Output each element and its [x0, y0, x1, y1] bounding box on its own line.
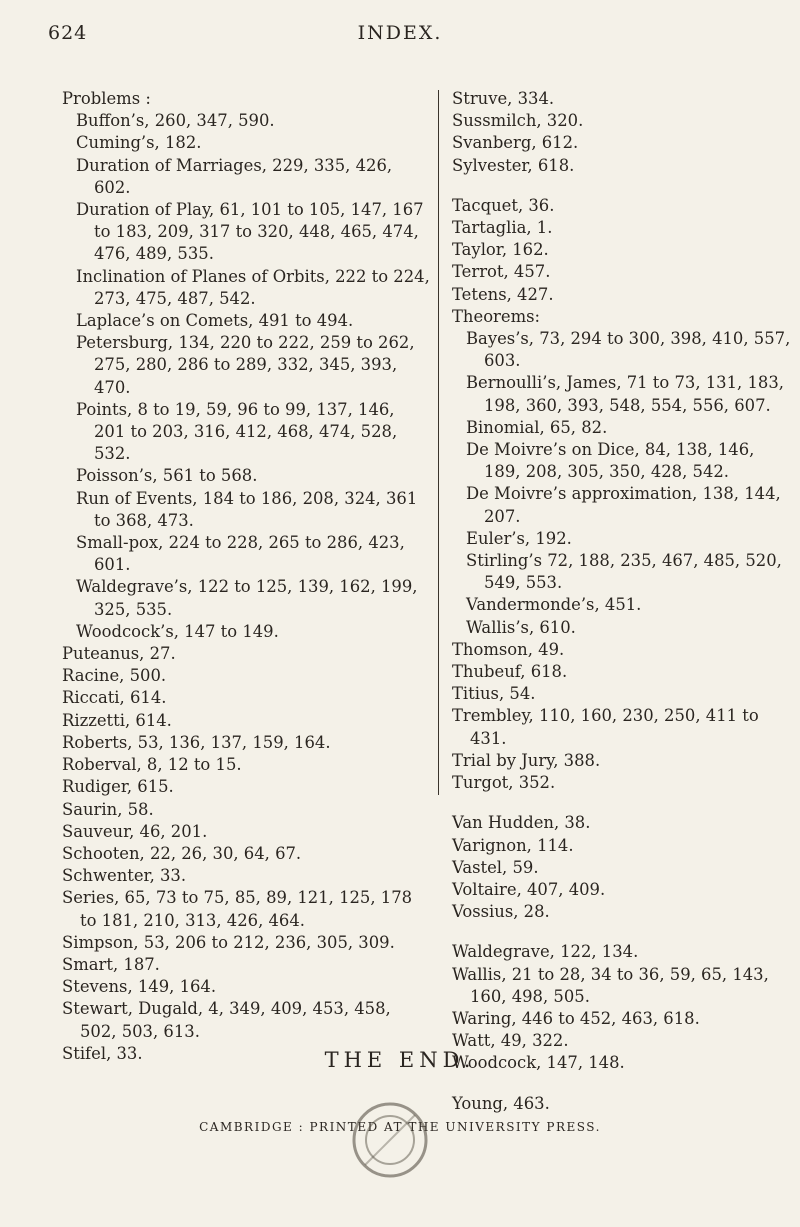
index-entry: Rudiger, 615.: [62, 777, 174, 797]
index-subentry: Poisson’s, 561 to 568.: [76, 466, 258, 486]
index-entry: Thomson, 49.: [452, 639, 565, 659]
index-entry: Svanberg, 612.: [452, 133, 579, 153]
column-divider: [438, 90, 439, 795]
section-gap: [452, 1075, 792, 1093]
index-subentry: Run of Events, 184 to 186, 208, 324, 361 to 368, 473.: [76, 488, 418, 530]
index-column-right: [452, 88, 792, 1115]
index-subentry: Stirling’s 72, 188, 235, 467, 485, 520, 549, 553.: [466, 551, 782, 593]
index-entry: Young, 463.: [452, 1093, 550, 1113]
index-entry: Varignon, 114.: [452, 835, 574, 855]
index-entry: Saurin, 58.: [62, 799, 154, 819]
index-entry: Titius, 54.: [452, 684, 536, 704]
index-entry: Stevens, 149, 164.: [62, 977, 217, 997]
index-subentry: Points, 8 to 19, 59, 96 to 99, 137, 146, 201 to 203, 316, 412, 468, 474, 528, 532.: [76, 399, 398, 464]
index-entry: Vossius, 28.: [452, 902, 550, 922]
index-entry: Terrot, 457.: [452, 262, 551, 282]
index-entry: Vastel, 59.: [452, 857, 539, 877]
index-subentry: Waldegrave’s, 122 to 125, 139, 162, 199, 325, 535.: [76, 577, 418, 619]
index-subentry: Bayes’s, 73, 294 to 300, 398, 410, 557, 603.: [466, 329, 791, 371]
index-entry: Thubeuf, 618.: [452, 662, 568, 682]
index-subentry: Binomial, 65, 82.: [466, 417, 608, 437]
index-entry: Stifel, 33.: [62, 1043, 143, 1063]
index-entry: Stewart, Dugald, 4, 349, 409, 453, 458, 502, 503, 613.: [62, 999, 391, 1041]
index-subentry: Woodcock’s, 147 to 149.: [76, 621, 279, 641]
index-entry: Riccati, 614.: [62, 688, 167, 708]
index-entry: Van Hudden, 38.: [452, 813, 591, 833]
index-entry: Sussmilch, 320.: [452, 111, 584, 131]
index-column-left: [62, 88, 430, 1065]
the-end: THE END.: [324, 1048, 476, 1072]
index-entry: Trembley, 110, 160, 230, 250, 411 to 431.: [452, 706, 759, 748]
index-subentry: Bernoulli’s, James, 71 to 73, 131, 183, 198, 360, 393, 548, 554, 556, 607.: [466, 373, 784, 415]
index-entry: Rizzetti, 614.: [62, 710, 172, 730]
index-entry: Sylvester, 618.: [452, 155, 575, 175]
index-entry: Theorems:: [452, 306, 541, 326]
running-head: INDEX.: [357, 22, 443, 44]
index-subentry: Petersburg, 134, 220 to 222, 259 to 262, 275, 280, 286 to 289, 332, 345, 393, 470.: [76, 333, 415, 397]
index-entry: Waldegrave, 122, 134.: [452, 942, 639, 962]
index-entry: Series, 65, 73 to 75, 85, 89, 121, 125, 178 to 181, 210, 313, 426, 464.: [62, 888, 413, 930]
index-entry: Trial by Jury, 388.: [452, 750, 601, 770]
index-subentry: Buffon’s, 260, 347, 590.: [76, 111, 275, 131]
index-entry: Schwenter, 33.: [62, 866, 187, 886]
index-entry: Tacquet, 36.: [452, 195, 555, 215]
section-gap: [452, 923, 792, 941]
index-entry: Sauveur, 46, 201.: [62, 821, 208, 841]
index-subentry: Wallis’s, 610.: [466, 617, 576, 637]
index-subentry: Euler’s, 192.: [466, 528, 572, 548]
page-number: 624: [48, 22, 88, 44]
index-subentry: Duration of Marriages, 229, 335, 426, 602.: [76, 155, 393, 197]
index-entry: Roberts, 53, 136, 137, 159, 164.: [62, 732, 331, 752]
index-subentry: Cuming’s, 182.: [76, 133, 202, 153]
index-entry: Tartaglia, 1.: [452, 218, 553, 238]
index-subentry: De Moivre’s on Dice, 84, 138, 146, 189, 208, 305, 350, 428, 542.: [466, 440, 755, 482]
index-entry: Taylor, 162.: [452, 240, 549, 260]
index-entry: Problems :: [62, 89, 151, 108]
index-entry: Puteanus, 27.: [62, 644, 176, 664]
index-entry: Racine, 500.: [62, 666, 167, 686]
index-entry: Roberval, 8, 12 to 15.: [62, 755, 242, 775]
index-entry: Woodcock, 147, 148.: [452, 1053, 625, 1073]
index-entry: Struve, 334.: [452, 89, 555, 108]
index-subentry: Inclination of Planes of Orbits, 222 to 224, 273, 475, 487, 542.: [76, 266, 430, 308]
section-gap: [452, 794, 792, 812]
index-entry: Simpson, 53, 206 to 212, 236, 305, 309.: [62, 932, 395, 952]
section-gap: [452, 177, 792, 195]
index-subentry: Duration of Play, 61, 101 to 105, 147, 167 to 183, 209, 317 to 320, 448, 465, 474, 476, 489, 535.: [76, 200, 424, 264]
printer-imprint: CAMBRIDGE : PRINTED AT THE UNIVERSITY PRESS.: [199, 1120, 601, 1134]
index-entry: Wallis, 21 to 28, 34 to 36, 59, 65, 143, 160, 498, 505.: [452, 964, 769, 1006]
index-subentry: Laplace’s on Comets, 491 to 494.: [76, 311, 354, 331]
index-entry: Voltaire, 407, 409.: [452, 879, 606, 899]
index-subentry: De Moivre’s approximation, 138, 144, 207.: [466, 484, 781, 526]
index-subentry: Small-pox, 224 to 228, 265 to 286, 423, 601.: [76, 533, 405, 575]
index-entry: Watt, 49, 322.: [452, 1031, 569, 1051]
index-entry: Turgot, 352.: [452, 773, 556, 793]
index-entry: Waring, 446 to 452, 463, 618.: [452, 1008, 700, 1028]
index-entry: Tetens, 427.: [452, 284, 554, 304]
library-stamp-icon: [345, 1095, 435, 1185]
index-entry: Smart, 187.: [62, 954, 160, 974]
index-entry: Schooten, 22, 26, 30, 64, 67.: [62, 843, 302, 863]
index-subentry: Vandermonde’s, 451.: [466, 595, 642, 615]
